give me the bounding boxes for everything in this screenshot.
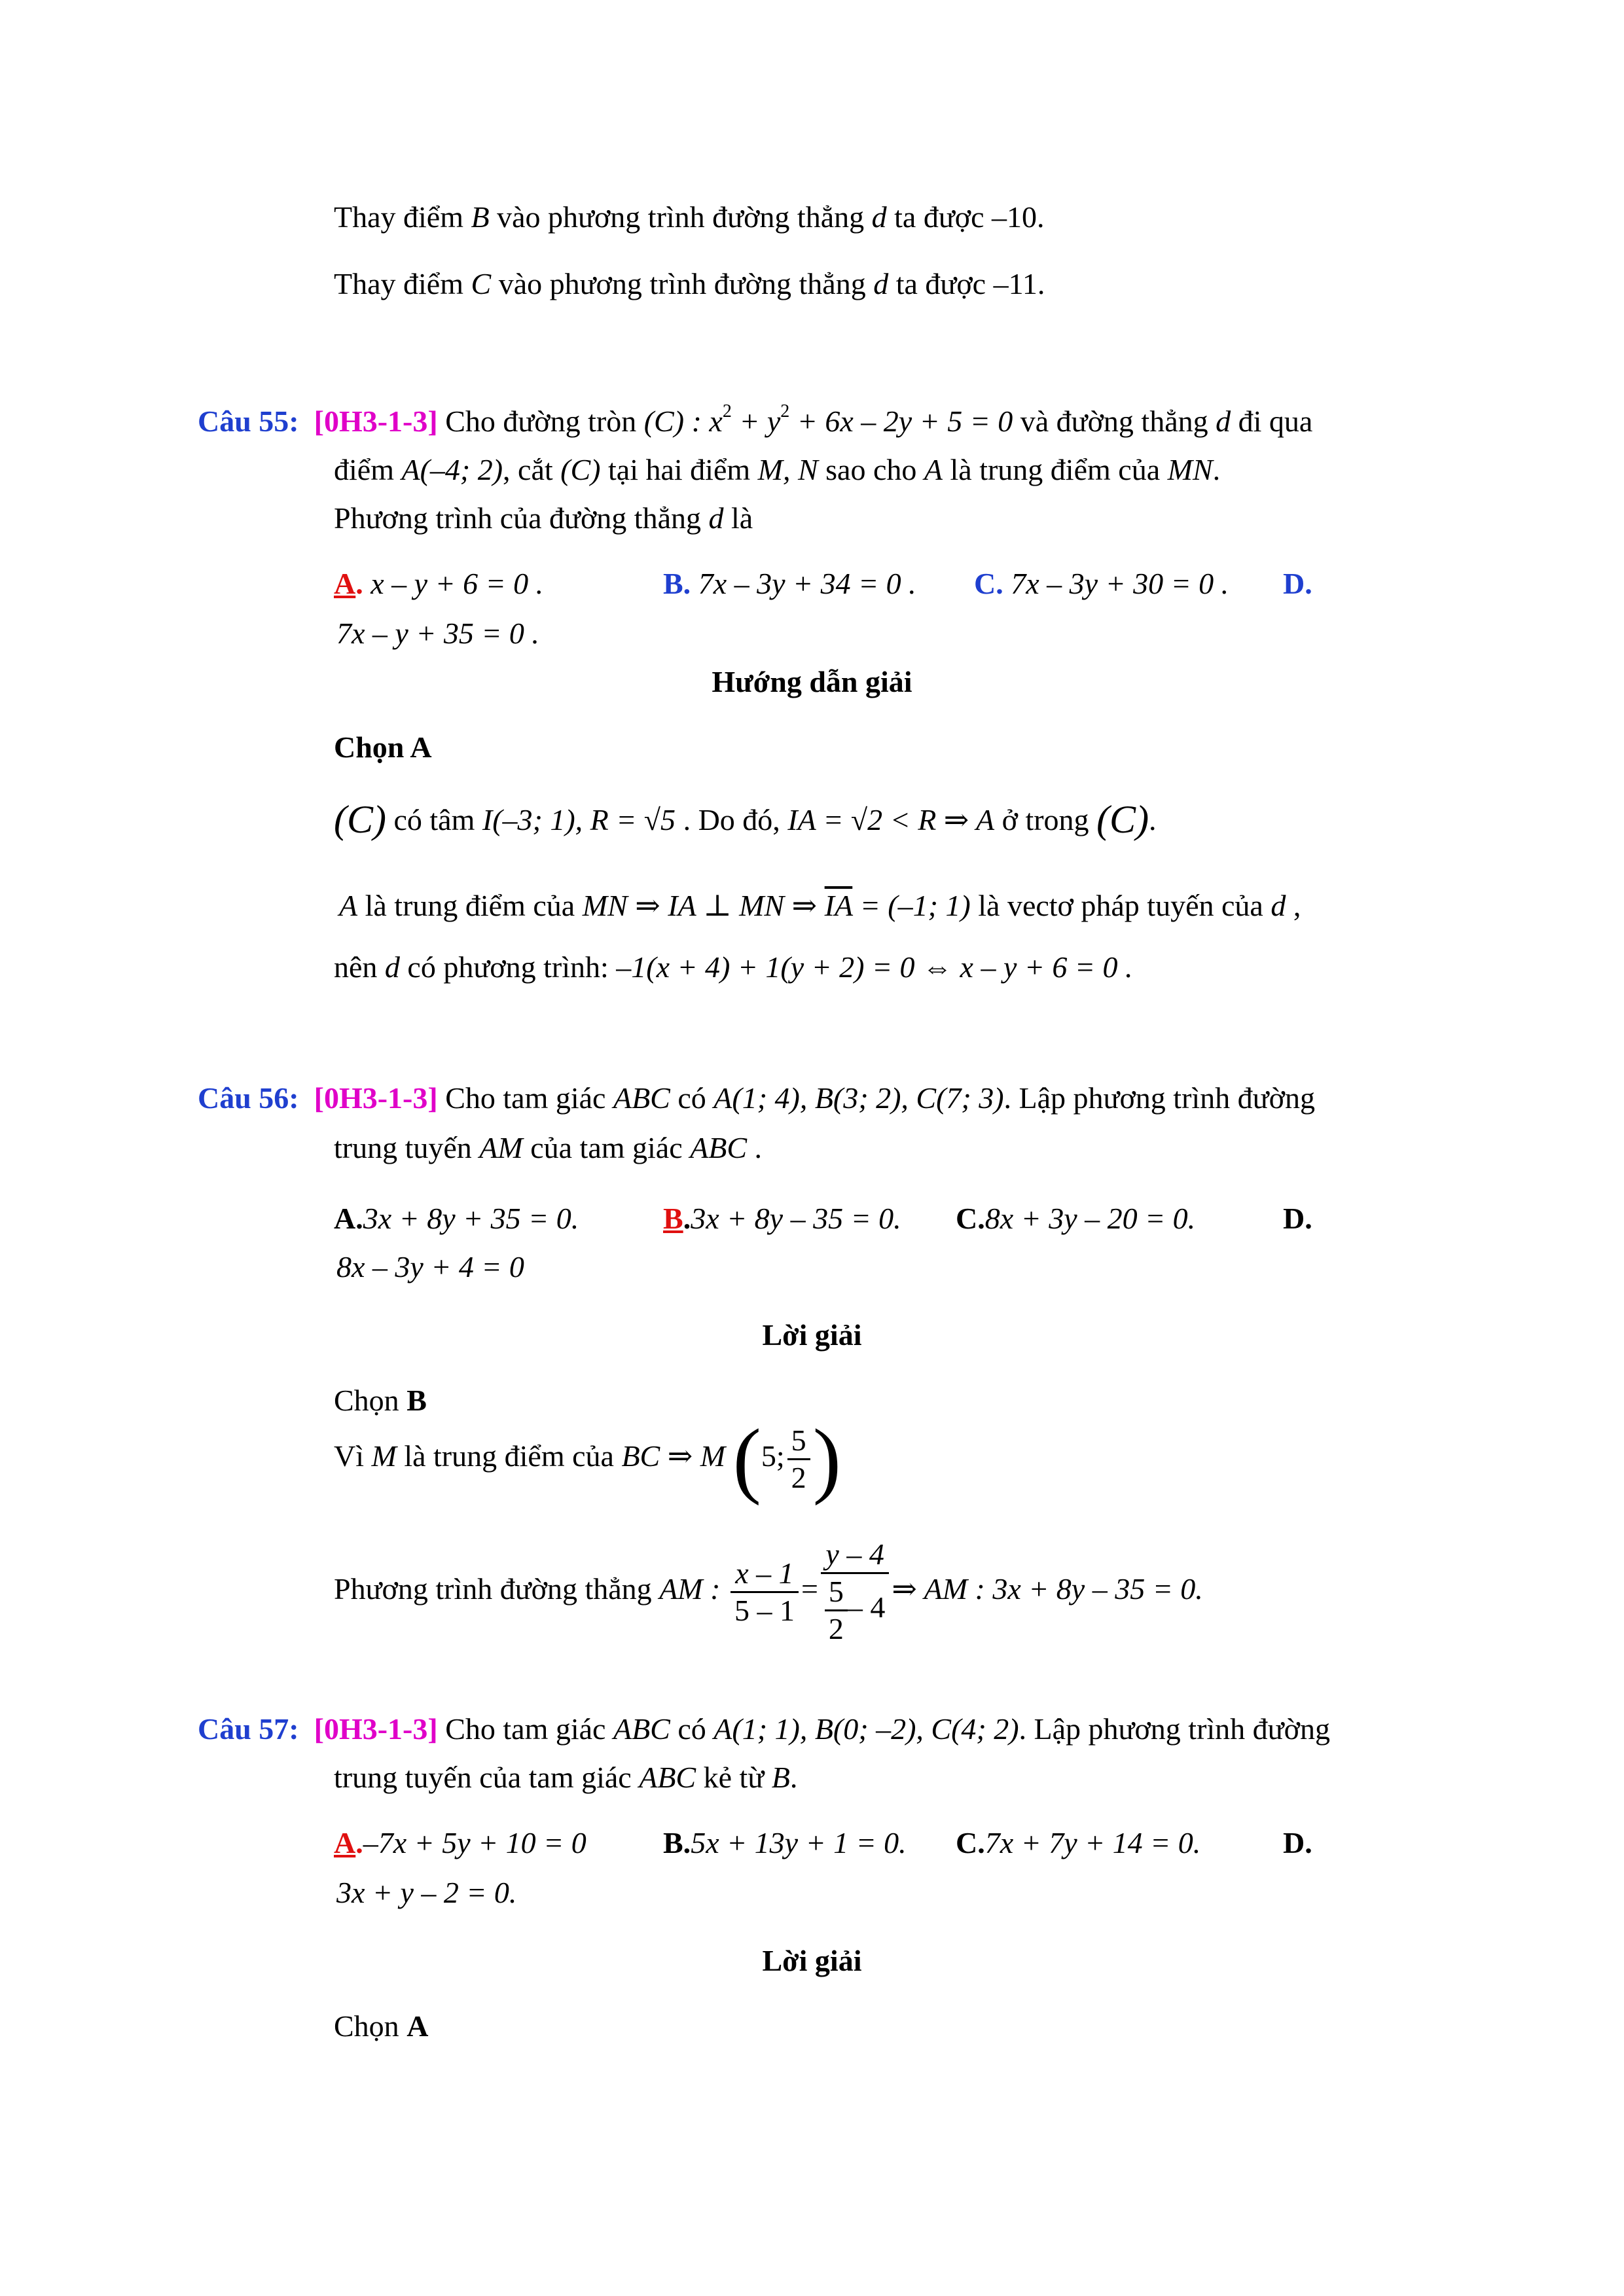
right-paren: ) bbox=[812, 1412, 841, 1507]
math: AM bbox=[479, 1131, 523, 1164]
chosen-answer: A bbox=[406, 2009, 429, 2043]
numerator: x – 1 bbox=[731, 1556, 799, 1593]
question-number: Câu 56: bbox=[198, 1081, 299, 1115]
text: Thay điểm bbox=[334, 200, 471, 234]
q56-option-b[interactable] bbox=[663, 1199, 901, 1238]
math: ABC bbox=[639, 1761, 696, 1794]
option-label: B bbox=[663, 1202, 683, 1235]
math: M bbox=[371, 1439, 397, 1473]
q57-option-b[interactable] bbox=[663, 1823, 907, 1863]
math: I(–3; 1), R = √5 bbox=[482, 803, 676, 836]
q56-stem-line1 bbox=[198, 1079, 1315, 1118]
fraction-y bbox=[821, 1537, 890, 1647]
text: sao cho bbox=[818, 453, 924, 486]
math: IA = √2 < R ⇒ A bbox=[787, 803, 995, 836]
math: A(–4; 2) bbox=[401, 453, 503, 486]
q55-solution-line2 bbox=[339, 886, 1301, 925]
left-paren: ( bbox=[732, 1412, 761, 1507]
text: . Lập phương trình đường bbox=[1003, 1081, 1315, 1115]
question-number: Câu 55: bbox=[198, 404, 299, 438]
math: : x bbox=[684, 404, 723, 438]
math: A(1; 1), B(0; –2), C(4; 2) bbox=[713, 1712, 1019, 1746]
option-label: A bbox=[334, 1826, 356, 1859]
q55-guide-title: Hướng dẫn giải bbox=[712, 665, 912, 698]
text: trung tuyến bbox=[334, 1131, 480, 1164]
q57-option-a[interactable] bbox=[334, 1823, 586, 1863]
option-label: B. bbox=[663, 567, 691, 600]
text: đi qua bbox=[1231, 404, 1313, 438]
math: ABC bbox=[613, 1081, 670, 1115]
value: –11. bbox=[993, 267, 1045, 300]
math: A bbox=[339, 889, 358, 922]
text: Vì bbox=[334, 1439, 372, 1473]
q56-option-a[interactable] bbox=[334, 1199, 579, 1238]
q57-option-c[interactable] bbox=[956, 1823, 1200, 1863]
math: d bbox=[708, 501, 724, 535]
option-equation: 3x + 8y – 35 = 0. bbox=[691, 1202, 901, 1235]
text: là bbox=[723, 501, 753, 535]
math: –1(x + 4) + 1(y + 2) = 0 ⇔ x – y + 6 = 0 . bbox=[616, 950, 1133, 984]
text: ở trong bbox=[994, 803, 1097, 836]
option-label: C. bbox=[974, 567, 1003, 600]
point-b: B bbox=[471, 200, 490, 234]
text: nên bbox=[334, 950, 385, 984]
q55-solution-line1 bbox=[334, 800, 1157, 840]
text: điểm bbox=[334, 453, 402, 486]
text: Chọn bbox=[334, 1384, 407, 1417]
numerator: 5 bbox=[825, 1574, 848, 1611]
question-number: Câu 57: bbox=[198, 1712, 299, 1746]
question-tag: [0H3-1-3] bbox=[314, 404, 438, 438]
text: có bbox=[670, 1712, 714, 1746]
option-equation: x – y + 6 = 0 . bbox=[363, 567, 544, 600]
text: . bbox=[1149, 803, 1157, 836]
q57-option-d-equation: 3x + y – 2 = 0. bbox=[336, 1876, 517, 1909]
denominator: 2 bbox=[791, 1460, 806, 1494]
option-label: B. bbox=[663, 1826, 691, 1859]
text: có tâm bbox=[386, 803, 482, 836]
text: vào phương trình đường thẳng bbox=[489, 200, 872, 234]
q56-solution-line2 bbox=[334, 1530, 1203, 1648]
text: Cho tam giác bbox=[437, 1081, 613, 1115]
math: + y bbox=[731, 404, 781, 438]
text: . bbox=[747, 1131, 763, 1164]
math: A bbox=[924, 453, 943, 486]
q57-option-d[interactable] bbox=[1283, 1823, 1312, 1863]
math: ⇒ AM : 3x + 8y – 35 = 0. bbox=[892, 1572, 1203, 1605]
text: Thay điểm bbox=[334, 267, 471, 300]
math: A(1; 4), B(3; 2), C(7; 3) bbox=[713, 1081, 1004, 1115]
q57-choose bbox=[334, 2007, 428, 2046]
exponent: 2 bbox=[780, 401, 790, 422]
math: (C) bbox=[560, 453, 601, 486]
q55-stem-line3 bbox=[334, 499, 753, 538]
text: Cho đường tròn bbox=[437, 404, 644, 438]
value: –10. bbox=[992, 200, 1045, 234]
q55-option-d-equation: 7x – y + 35 = 0 . bbox=[336, 617, 539, 650]
math: MN bbox=[1167, 453, 1213, 486]
option-label: A bbox=[334, 567, 356, 600]
fraction-x bbox=[731, 1556, 799, 1628]
intro-line-b bbox=[334, 198, 1045, 237]
math: AM : bbox=[659, 1572, 721, 1605]
q56-option-d-equation: 8x – 3y + 4 = 0 bbox=[336, 1250, 524, 1283]
text: của tam giác bbox=[522, 1131, 691, 1164]
q56-solution-title: Lời giải bbox=[762, 1318, 862, 1352]
text: là trung điểm của bbox=[357, 889, 583, 922]
q55-option-d[interactable] bbox=[1283, 564, 1312, 603]
text: trung tuyến của tam giác bbox=[334, 1761, 640, 1794]
option-label: D. bbox=[1283, 567, 1312, 600]
math: (C) bbox=[1096, 798, 1149, 841]
option-equation: 8x + 3y – 20 = 0. bbox=[984, 1202, 1196, 1235]
exponent: 2 bbox=[722, 401, 732, 422]
denominator: 2 bbox=[828, 1612, 844, 1646]
math: M, N bbox=[757, 453, 818, 486]
option-equation: –7x + 5y + 10 = 0 bbox=[363, 1826, 586, 1859]
text: . Lập phương trình đường bbox=[1019, 1712, 1330, 1746]
math: ABC bbox=[690, 1131, 748, 1164]
q55-stem-line1 bbox=[198, 402, 1312, 441]
text: Phương trình đường thẳng bbox=[334, 1572, 660, 1605]
math: 5; bbox=[761, 1439, 785, 1473]
q57-stem-line2 bbox=[334, 1758, 797, 1797]
math: d bbox=[1216, 404, 1231, 438]
text: là trung điểm của bbox=[396, 1439, 622, 1473]
option-label: A. bbox=[334, 1202, 363, 1235]
text: là trung điểm của bbox=[943, 453, 1168, 486]
math: d bbox=[384, 950, 400, 984]
math: B bbox=[771, 1761, 790, 1794]
option-dot: . bbox=[683, 1202, 691, 1235]
q55-option-c[interactable] bbox=[974, 564, 1229, 603]
option-label: C. bbox=[956, 1202, 985, 1235]
q55-stem-line2 bbox=[334, 450, 1220, 490]
denominator: 5 – 1 bbox=[734, 1593, 795, 1627]
math: = (–1; 1) bbox=[852, 889, 971, 922]
math: BC ⇒ M bbox=[621, 1439, 726, 1473]
q55-solution-line3 bbox=[334, 948, 1132, 987]
point-c: C bbox=[471, 267, 492, 300]
text: Cho tam giác bbox=[437, 1712, 613, 1746]
text: , bbox=[1286, 889, 1301, 922]
fraction-five-halves bbox=[787, 1423, 810, 1496]
text: và đường thẳng bbox=[1013, 404, 1216, 438]
q56-stem-line2 bbox=[334, 1128, 762, 1168]
q55-choose: Chọn A bbox=[334, 730, 432, 764]
question-tag: [0H3-1-3] bbox=[314, 1081, 438, 1115]
option-equation: 7x – 3y + 30 = 0 . bbox=[1003, 567, 1229, 600]
option-label: C. bbox=[956, 1826, 985, 1859]
math: (C) bbox=[643, 404, 685, 438]
question-tag: [0H3-1-3] bbox=[314, 1712, 438, 1746]
chosen-answer: B bbox=[406, 1384, 427, 1417]
text: . Do đó, bbox=[676, 803, 788, 836]
option-label: D. bbox=[1283, 1202, 1312, 1235]
text: . bbox=[789, 1761, 798, 1794]
option-dot: . bbox=[355, 567, 363, 600]
text: có phương trình: bbox=[399, 950, 617, 984]
denominator-compound bbox=[821, 1574, 890, 1647]
line-d: d bbox=[871, 200, 887, 234]
option-equation: 3x + 8y + 35 = 0. bbox=[363, 1202, 579, 1235]
q56-option-d[interactable] bbox=[1283, 1199, 1312, 1238]
text: – 4 bbox=[847, 1590, 886, 1624]
inner-fraction bbox=[825, 1574, 848, 1647]
equals: = bbox=[801, 1572, 818, 1605]
text: kẻ từ bbox=[696, 1761, 772, 1794]
option-equation: 7x – 3y + 34 = 0 . bbox=[691, 567, 916, 600]
text: vào phương trình đường thẳng bbox=[491, 267, 874, 300]
q55-option-b[interactable] bbox=[663, 564, 916, 603]
option-equation: 7x + 7y + 14 = 0. bbox=[984, 1826, 1201, 1859]
text: ta được bbox=[886, 200, 992, 234]
intro-line-c bbox=[334, 264, 1045, 304]
text: có bbox=[670, 1081, 714, 1115]
text: ta được bbox=[888, 267, 994, 300]
q56-solution-line1 bbox=[334, 1412, 841, 1507]
line-d: d bbox=[873, 267, 889, 300]
text: Chọn bbox=[334, 2009, 407, 2043]
math: + 6x – 2y + 5 = 0 bbox=[789, 404, 1013, 438]
option-label: D. bbox=[1283, 1826, 1312, 1859]
vector-ia: $\overline{IA}$ bbox=[824, 889, 853, 922]
text: tại hai điểm bbox=[600, 453, 758, 486]
numerator: y – 4 bbox=[821, 1537, 890, 1574]
math: MN ⇒ IA ⊥ MN ⇒ bbox=[582, 889, 825, 922]
text: . bbox=[1212, 453, 1221, 486]
math: (C) bbox=[334, 798, 386, 841]
math: d bbox=[1271, 889, 1286, 922]
q55-option-a[interactable] bbox=[334, 564, 543, 603]
math: ABC bbox=[613, 1712, 670, 1746]
text: Phương trình của đường thẳng bbox=[334, 501, 709, 535]
text: là vectơ pháp tuyến của bbox=[970, 889, 1271, 922]
q56-option-c[interactable] bbox=[956, 1199, 1195, 1238]
numerator: 5 bbox=[787, 1423, 810, 1460]
option-equation: 5x + 13y + 1 = 0. bbox=[691, 1826, 907, 1859]
q57-solution-title: Lời giải bbox=[762, 1944, 862, 1977]
option-dot: . bbox=[355, 1826, 363, 1859]
q57-stem-line1 bbox=[198, 1710, 1330, 1749]
text: , cắt bbox=[503, 453, 561, 486]
